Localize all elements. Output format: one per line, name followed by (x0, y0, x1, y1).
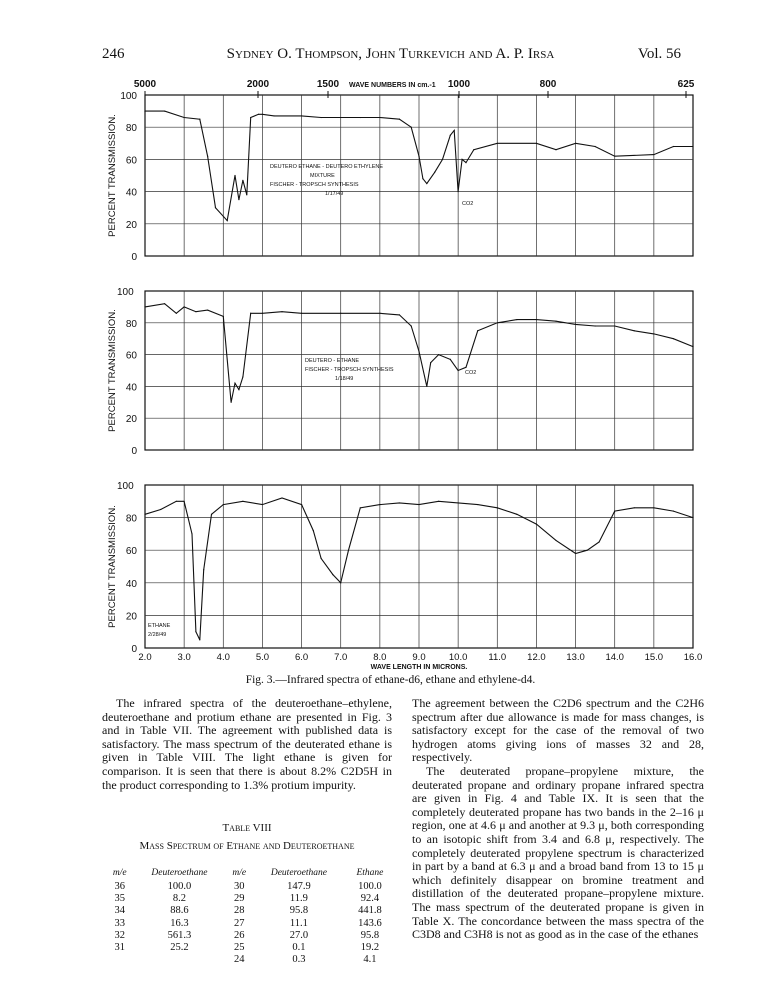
data-point (301, 115, 302, 116)
data-point (234, 175, 235, 176)
data-point (536, 524, 537, 525)
y-tick-label: 20 (125, 611, 137, 623)
table-cell: 95.8 (289, 905, 309, 917)
data-point (301, 313, 302, 314)
x-tick-label: 7.0 (334, 652, 348, 663)
data-point (242, 501, 243, 502)
table-cell (131, 954, 227, 966)
panel-annotation: ETHANE (148, 623, 171, 629)
data-point (203, 569, 204, 570)
data-point (634, 507, 635, 508)
table-header-cell: Ethane (356, 868, 384, 878)
data-point (411, 127, 412, 128)
data-point (223, 504, 224, 505)
data-point (164, 111, 165, 112)
table-cell: 34 (114, 905, 125, 917)
data-point (379, 313, 380, 314)
data-point (673, 510, 674, 511)
data-point (360, 117, 361, 118)
data-point (595, 325, 596, 326)
data-point (399, 119, 400, 120)
data-point (575, 553, 576, 554)
top-axis-tick-label: 625 (677, 79, 695, 90)
data-point (144, 306, 145, 307)
y-tick-label: 100 (120, 91, 137, 102)
data-point (250, 313, 251, 314)
table-header-cell: m/e (112, 868, 127, 878)
data-point (332, 574, 333, 575)
table-cell (108, 954, 131, 966)
data-point (258, 114, 259, 115)
data-point (497, 322, 498, 323)
data-point (673, 146, 674, 147)
body-paragraph: The infrared spectra of the deuteroethane–ethylene, deuteroethane and protium ethane are presented in Fig. 3 and in Table VII. The agreement with published data is satisfactory. The mass spectrum of the deuterated ethane is given in Table VIII. The light ethane is given for comparison. It is seen that there is about 8.2% C2D5H in the product corresponding to 1.3% protium impurity. (102, 696, 392, 792)
data-point (653, 154, 654, 155)
data-point (399, 502, 400, 503)
table-cell: 8.2 (172, 893, 187, 905)
y-tick-label: 0 (131, 252, 137, 263)
y-tick-label: 100 (117, 481, 134, 492)
data-point (184, 117, 185, 118)
table-cell: 31 (114, 942, 125, 954)
data-point (430, 362, 431, 363)
data-point (673, 338, 674, 339)
data-point (211, 514, 212, 515)
data-point (653, 333, 654, 334)
panel-annotation: DEUTERO - ETHANE (305, 358, 360, 364)
data-point (379, 504, 380, 505)
y-tick-label: 60 (125, 350, 137, 362)
data-point (465, 162, 466, 163)
x-tick-label: 4.0 (216, 652, 230, 663)
data-point (195, 631, 196, 632)
data-point (184, 306, 185, 307)
table-cell: 32 (114, 929, 125, 941)
data-point (144, 111, 145, 112)
table-cell: 19.2 (360, 942, 380, 954)
y-axis-label: PERCENT TRANSMISSION. (107, 505, 118, 628)
body-column-right (412, 697, 704, 942)
table-cell: 35 (114, 893, 125, 905)
y-tick-label: 20 (125, 219, 137, 231)
table-cell: 27.0 (289, 929, 309, 941)
data-point (234, 383, 235, 384)
figure-caption: Fig. 3.—Infrared spectra of ethane-d6, ethane and ethylene-d4. (245, 674, 536, 686)
data-point (450, 359, 451, 360)
data-point (301, 504, 302, 505)
x-tick-label: 8.0 (373, 652, 387, 663)
x-axis-title: WAVE LENGTH IN MICRONS. (370, 664, 468, 671)
panel-annotation: FISCHER - TROPSCH SYNTHESIS (270, 182, 359, 188)
data-point (281, 497, 282, 498)
table-row (108, 918, 393, 930)
table-subtitle: Mass Spectrum of Ethane and Deuteroethane (139, 840, 355, 852)
y-tick-label: 0 (131, 644, 137, 655)
x-tick-label: 16.0 (683, 652, 703, 663)
top-axis-tick-label: 1500 (316, 79, 340, 90)
table-row (108, 930, 393, 942)
panel-annotation: MIXTURE (310, 173, 335, 179)
data-point (692, 517, 693, 518)
data-point (536, 143, 537, 144)
data-point (692, 146, 693, 147)
data-point (250, 117, 251, 118)
table-cell: 100.0 (167, 881, 192, 892)
co2-annotation: CO2 (465, 370, 477, 376)
table-row (108, 905, 393, 917)
data-point (598, 541, 599, 542)
data-point (497, 143, 498, 144)
x-tick-label: 3.0 (177, 652, 191, 663)
y-tick-label: 60 (125, 155, 137, 167)
table-cell: 88.6 (170, 905, 189, 917)
running-head-authors: Sydney O. Thompson, John Turkevich and A. P. Irsa (226, 46, 555, 62)
x-tick-label: 13.0 (566, 652, 585, 663)
data-point (438, 501, 439, 502)
table-row (108, 942, 393, 954)
x-tick-label: 9.0 (412, 652, 426, 663)
data-point (242, 376, 243, 377)
panel-annotation: 1/18/49 (335, 376, 354, 382)
table-cell: 28 (233, 905, 245, 917)
data-point (379, 117, 380, 118)
table-cell: 27 (233, 917, 245, 929)
data-point (399, 314, 400, 315)
table-cell: 11.9 (289, 893, 308, 905)
table-title: Table VIII (222, 822, 272, 834)
top-axis-tick-label: 1000 (447, 79, 471, 90)
table-cell: 4.1 (363, 954, 377, 966)
data-point (164, 303, 165, 304)
x-tick-label: 12.0 (527, 652, 546, 663)
data-point (215, 207, 216, 208)
table-cell: 24 (233, 954, 245, 966)
data-point (477, 504, 478, 505)
data-point (614, 510, 615, 511)
data-point (454, 130, 455, 131)
page-number: 246 (102, 46, 125, 62)
data-point (461, 159, 462, 160)
table-header-cell: Deuteroethane (270, 868, 327, 878)
x-tick-label: 5.0 (255, 652, 270, 663)
table-cell: 95.8 (360, 929, 380, 941)
data-point (348, 550, 349, 551)
table-cell: 36 (114, 881, 125, 892)
data-point (555, 321, 556, 322)
data-point (195, 311, 196, 312)
data-point (176, 501, 177, 502)
data-point (246, 194, 247, 195)
y-axis-label: PERCENT TRANSMISSION. (107, 309, 118, 432)
data-point (238, 199, 239, 200)
table-cell: 0.3 (292, 954, 306, 966)
top-axis-tick-label: 2000 (246, 79, 270, 90)
y-axis-label: PERCENT TRANSMISSION. (107, 114, 118, 237)
data-point (418, 156, 419, 157)
data-point (555, 149, 556, 150)
table-cell: 441.8 (358, 905, 382, 917)
volume-label: Vol. 56 (637, 46, 681, 62)
data-point (575, 143, 576, 144)
x-tick-label: 15.0 (644, 652, 664, 663)
data-point (176, 313, 177, 314)
data-point (614, 156, 615, 157)
panel-annotation: FISCHER - TROPSCH SYNTHESIS (305, 367, 394, 373)
data-point (442, 159, 443, 160)
y-tick-label: 80 (125, 513, 137, 525)
table-cell: 30 (233, 881, 245, 892)
data-point (321, 117, 322, 118)
table-row (108, 893, 393, 905)
mass-spectrum-table (108, 868, 393, 966)
data-point (231, 402, 232, 403)
data-point (536, 319, 537, 320)
data-point (223, 316, 224, 317)
data-point (477, 330, 478, 331)
table-cell: 11.1 (289, 917, 308, 929)
data-point (274, 115, 275, 116)
y-tick-label: 0 (131, 446, 137, 457)
data-point (458, 502, 459, 503)
data-point (458, 370, 459, 371)
data-point (587, 550, 588, 551)
data-point (653, 507, 654, 508)
data-point (262, 313, 263, 314)
table-cell: 25.2 (170, 942, 189, 954)
data-point (516, 319, 517, 320)
data-point (340, 313, 341, 314)
data-point (313, 530, 314, 531)
data-point (199, 639, 200, 640)
table-header-cell: m/e (232, 868, 247, 878)
y-tick-label: 60 (125, 546, 137, 558)
table-row (108, 954, 393, 966)
data-point (262, 504, 263, 505)
y-tick-label: 80 (125, 123, 137, 135)
data-point (497, 507, 498, 508)
panel-annotation: 2/28/49 (148, 632, 167, 638)
data-point (340, 117, 341, 118)
data-point (692, 346, 693, 347)
spectrum-panel-3 (107, 481, 694, 655)
data-point (199, 119, 200, 120)
data-point (262, 114, 263, 115)
y-tick-label: 40 (125, 578, 137, 590)
data-point (207, 309, 208, 310)
table-header-cell: Deuteroethane (151, 868, 208, 878)
data-point (281, 311, 282, 312)
data-point (516, 514, 517, 515)
table-cell: 25 (233, 942, 245, 954)
table-row (108, 881, 393, 893)
data-point (555, 540, 556, 541)
data-point (238, 389, 239, 390)
body-column-left (102, 697, 392, 792)
spectrum-panel-2 (107, 287, 694, 457)
data-point (340, 582, 341, 583)
table-cell: 147.9 (287, 881, 311, 892)
top-axis-tick-label: 800 (539, 79, 557, 90)
x-tick-label: 6.0 (294, 652, 309, 663)
y-tick-label: 100 (117, 287, 134, 298)
x-tick-label: 14.0 (605, 652, 624, 663)
data-point (227, 220, 228, 221)
data-point (575, 324, 576, 325)
data-point (434, 172, 435, 173)
data-point (184, 501, 185, 502)
data-point (595, 146, 596, 147)
data-point (426, 386, 427, 387)
data-point (465, 367, 466, 368)
data-point (634, 330, 635, 331)
data-point (207, 156, 208, 157)
table-cell: 92.4 (360, 893, 380, 905)
panel-annotation: 1/17/49 (325, 191, 344, 197)
data-point (418, 504, 419, 505)
y-tick-label: 40 (125, 187, 137, 199)
data-point (438, 354, 439, 355)
y-tick-label: 80 (125, 318, 137, 330)
y-tick-label: 20 (125, 414, 137, 426)
data-point (360, 507, 361, 508)
x-tick-label: 11.0 (488, 652, 507, 663)
data-point (450, 135, 451, 136)
table-cell: 16.3 (170, 917, 189, 929)
data-point (242, 180, 243, 181)
table-cell: 561.3 (167, 929, 192, 941)
data-point (418, 351, 419, 352)
x-tick-label: 10.0 (448, 652, 468, 663)
top-axis-tick-label: 5000 (133, 79, 157, 90)
data-point (191, 533, 192, 534)
spectrum-panel-1 (107, 91, 694, 263)
data-point (321, 558, 322, 559)
data-point (614, 325, 615, 326)
data-point (473, 149, 474, 150)
data-point (426, 183, 427, 184)
data-point (411, 325, 412, 326)
body-paragraph: The deuterated propane–propylene mixture, the deuterated propane and ordinary propane infrared spectra are given in Fig. 4 and Table IX. It is seen that the completely deuterated propane has two bands in the 2–16 μ region, one at 4.6 μ and another at 9.3 μ, both corresponding to an isotopic shift from 3.4 and 6.8 μ, respectively. The completely deuterated propylene spectrum is characterized in part by a band at 6.3 μ and a broad band from 13 to 15 μ which definitely disappear on bromine treatment and distillation of the deuterated propane–propylene mixture. The mass spectrum of the deuterated propane is given in Table X. The concordance between the mass spectra of the C3D8 and C3H8 is not as good as in the case of the ethanes (412, 763, 704, 942)
table-cell: 26 (233, 929, 245, 941)
panel-annotation: DEUTERO ETHANE - DEUTERO ETHYLENE (270, 164, 384, 170)
data-point (458, 191, 459, 192)
co2-annotation: CO2 (462, 201, 474, 207)
table-cell: 29 (233, 893, 245, 905)
table-cell: 143.6 (358, 917, 382, 929)
y-tick-label: 40 (125, 382, 137, 394)
data-point (422, 178, 423, 179)
body-paragraph: The agreement between the C2D6 spectrum and the C2H6 spectrum after due allowance is made for mass changes, is satisfactory except for the case of the removal of two hydrogen atoms giving ions of masses 32 and 28, respectively. (412, 696, 704, 765)
data-point (144, 514, 145, 515)
table-cell: 100.0 (358, 881, 382, 892)
x-tick-label: 2.0 (138, 652, 152, 663)
table-cell: 33 (114, 917, 125, 929)
table-cell: 0.1 (292, 942, 306, 954)
data-point (160, 509, 161, 510)
top-axis-title: WAVE NUMBERS IN cm.-1 (349, 82, 436, 89)
